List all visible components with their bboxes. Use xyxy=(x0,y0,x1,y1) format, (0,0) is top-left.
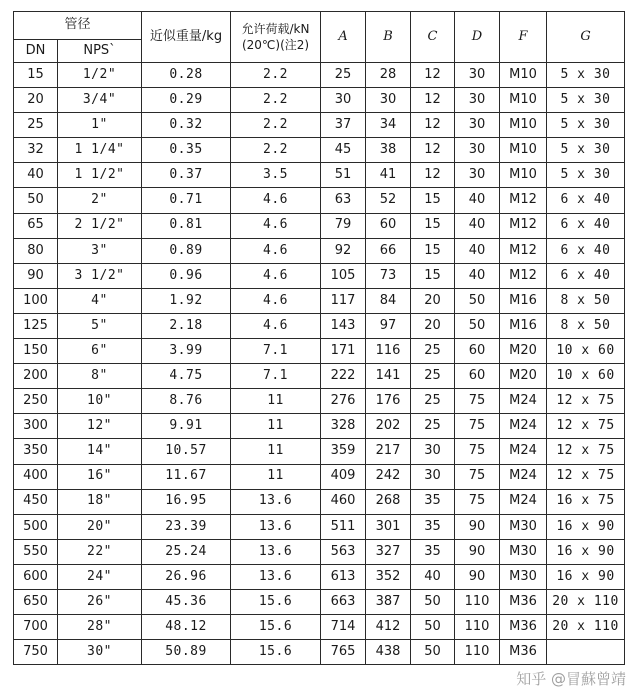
cell-d: 40 xyxy=(455,263,500,288)
cell-dn: 25 xyxy=(14,113,58,138)
table-row xyxy=(14,439,625,464)
table-row xyxy=(14,589,625,614)
cell-dn: 65 xyxy=(14,213,58,238)
cell-weight: 26.96 xyxy=(142,564,231,589)
cell-weight: 23.39 xyxy=(142,514,231,539)
cell-nps: 3/4" xyxy=(58,88,142,113)
cell-weight: 2.18 xyxy=(142,313,231,338)
cell-nps: 1/2" xyxy=(58,63,142,88)
cell-b: 34 xyxy=(366,113,411,138)
cell-b: 28 xyxy=(366,63,411,88)
header-dn: DN xyxy=(14,40,58,63)
cell-d: 110 xyxy=(455,640,500,665)
cell-g: 6 x 40 xyxy=(547,188,625,213)
cell-dn: 150 xyxy=(14,339,58,364)
cell-d: 60 xyxy=(455,364,500,389)
cell-load: 2.2 xyxy=(231,113,321,138)
cell-g: 5 x 30 xyxy=(547,88,625,113)
cell-b: 41 xyxy=(366,163,411,188)
cell-g: 16 x 90 xyxy=(547,514,625,539)
cell-f: M10 xyxy=(500,113,547,138)
cell-c: 35 xyxy=(411,539,455,564)
cell-dn: 100 xyxy=(14,288,58,313)
cell-nps: 8" xyxy=(58,364,142,389)
cell-a: 276 xyxy=(321,389,366,414)
cell-c: 12 xyxy=(411,138,455,163)
cell-load: 4.6 xyxy=(231,238,321,263)
cell-d: 110 xyxy=(455,615,500,640)
cell-b: 176 xyxy=(366,389,411,414)
cell-d: 40 xyxy=(455,238,500,263)
cell-f: M16 xyxy=(500,288,547,313)
cell-c: 40 xyxy=(411,564,455,589)
cell-nps: 6" xyxy=(58,339,142,364)
cell-weight: 0.71 xyxy=(142,188,231,213)
cell-b: 30 xyxy=(366,88,411,113)
cell-weight: 0.32 xyxy=(142,113,231,138)
cell-weight: 0.37 xyxy=(142,163,231,188)
cell-a: 222 xyxy=(321,364,366,389)
cell-load: 11 xyxy=(231,414,321,439)
cell-f: M20 xyxy=(500,339,547,364)
cell-b: 217 xyxy=(366,439,411,464)
cell-nps: 5" xyxy=(58,313,142,338)
cell-c: 20 xyxy=(411,288,455,313)
cell-a: 45 xyxy=(321,138,366,163)
table-row xyxy=(14,263,625,288)
cell-nps: 3" xyxy=(58,238,142,263)
cell-b: 97 xyxy=(366,313,411,338)
cell-a: 51 xyxy=(321,163,366,188)
cell-c: 15 xyxy=(411,213,455,238)
cell-f: M10 xyxy=(500,138,547,163)
cell-load: 11 xyxy=(231,464,321,489)
cell-a: 171 xyxy=(321,339,366,364)
cell-nps: 14" xyxy=(58,439,142,464)
cell-nps: 26" xyxy=(58,589,142,614)
cell-dn: 450 xyxy=(14,489,58,514)
cell-g: 6 x 40 xyxy=(547,213,625,238)
cell-c: 35 xyxy=(411,514,455,539)
cell-c: 30 xyxy=(411,464,455,489)
table-row xyxy=(14,63,625,88)
cell-c: 12 xyxy=(411,88,455,113)
cell-g: 16 x 90 xyxy=(547,539,625,564)
cell-dn: 200 xyxy=(14,364,58,389)
table-row xyxy=(14,464,625,489)
header-allowable-load: 允许荷载/kN (20℃)(注2) xyxy=(231,12,321,63)
cell-b: 242 xyxy=(366,464,411,489)
cell-nps: 20" xyxy=(58,514,142,539)
cell-f: M12 xyxy=(500,238,547,263)
cell-f: M12 xyxy=(500,213,547,238)
cell-d: 110 xyxy=(455,589,500,614)
cell-g: 20 x 110 xyxy=(547,615,625,640)
cell-c: 12 xyxy=(411,163,455,188)
cell-g: 5 x 30 xyxy=(547,113,625,138)
cell-load: 15.6 xyxy=(231,589,321,614)
cell-c: 30 xyxy=(411,439,455,464)
cell-b: 141 xyxy=(366,364,411,389)
cell-f: M24 xyxy=(500,389,547,414)
cell-b: 73 xyxy=(366,263,411,288)
cell-load: 4.6 xyxy=(231,313,321,338)
cell-f: M36 xyxy=(500,615,547,640)
cell-a: 359 xyxy=(321,439,366,464)
cell-dn: 400 xyxy=(14,464,58,489)
cell-f: M36 xyxy=(500,640,547,665)
cell-a: 613 xyxy=(321,564,366,589)
cell-f: M20 xyxy=(500,364,547,389)
cell-dn: 500 xyxy=(14,514,58,539)
cell-c: 50 xyxy=(411,640,455,665)
cell-b: 116 xyxy=(366,339,411,364)
cell-nps: 1 1/4" xyxy=(58,138,142,163)
cell-d: 60 xyxy=(455,339,500,364)
cell-d: 30 xyxy=(455,63,500,88)
cell-f: M36 xyxy=(500,589,547,614)
cell-d: 75 xyxy=(455,389,500,414)
cell-b: 327 xyxy=(366,539,411,564)
cell-dn: 300 xyxy=(14,414,58,439)
cell-g: 12 x 75 xyxy=(547,414,625,439)
header-nps: NPS` xyxy=(58,40,142,63)
header-c: C xyxy=(411,12,455,63)
cell-d: 30 xyxy=(455,138,500,163)
cell-load: 13.6 xyxy=(231,564,321,589)
cell-load: 7.1 xyxy=(231,339,321,364)
cell-weight: 0.89 xyxy=(142,238,231,263)
cell-load: 2.2 xyxy=(231,88,321,113)
cell-b: 202 xyxy=(366,414,411,439)
cell-a: 563 xyxy=(321,539,366,564)
cell-d: 30 xyxy=(455,163,500,188)
table-row xyxy=(14,364,625,389)
cell-b: 387 xyxy=(366,589,411,614)
cell-load: 7.1 xyxy=(231,364,321,389)
cell-g: 5 x 30 xyxy=(547,63,625,88)
table-row xyxy=(14,113,625,138)
cell-f: M24 xyxy=(500,414,547,439)
cell-a: 63 xyxy=(321,188,366,213)
cell-c: 50 xyxy=(411,589,455,614)
cell-f: M24 xyxy=(500,489,547,514)
cell-weight: 0.96 xyxy=(142,263,231,288)
cell-f: M24 xyxy=(500,439,547,464)
cell-load: 15.6 xyxy=(231,615,321,640)
cell-f: M30 xyxy=(500,514,547,539)
cell-nps: 3 1/2" xyxy=(58,263,142,288)
cell-dn: 50 xyxy=(14,188,58,213)
cell-g: 12 x 75 xyxy=(547,389,625,414)
cell-g: 12 x 75 xyxy=(547,439,625,464)
table-row xyxy=(14,163,625,188)
table-row xyxy=(14,514,625,539)
cell-g: 5 x 30 xyxy=(547,163,625,188)
cell-f: M10 xyxy=(500,63,547,88)
cell-dn: 125 xyxy=(14,313,58,338)
cell-load: 11 xyxy=(231,439,321,464)
cell-dn: 750 xyxy=(14,640,58,665)
watermark-text: 知乎 @冒蘇曾靖 xyxy=(516,670,626,688)
cell-weight: 1.92 xyxy=(142,288,231,313)
cell-g: 10 x 60 xyxy=(547,364,625,389)
cell-dn: 80 xyxy=(14,238,58,263)
cell-load: 11 xyxy=(231,389,321,414)
cell-c: 12 xyxy=(411,63,455,88)
cell-a: 328 xyxy=(321,414,366,439)
cell-d: 75 xyxy=(455,489,500,514)
cell-c: 50 xyxy=(411,615,455,640)
cell-c: 25 xyxy=(411,339,455,364)
cell-a: 79 xyxy=(321,213,366,238)
cell-weight: 11.67 xyxy=(142,464,231,489)
cell-weight: 0.29 xyxy=(142,88,231,113)
cell-c: 25 xyxy=(411,389,455,414)
cell-nps: 1" xyxy=(58,113,142,138)
cell-weight: 10.57 xyxy=(142,439,231,464)
cell-load: 4.6 xyxy=(231,263,321,288)
cell-a: 25 xyxy=(321,63,366,88)
cell-f: M16 xyxy=(500,313,547,338)
cell-a: 714 xyxy=(321,615,366,640)
cell-f: M30 xyxy=(500,564,547,589)
cell-weight: 0.28 xyxy=(142,63,231,88)
cell-d: 75 xyxy=(455,439,500,464)
cell-dn: 650 xyxy=(14,589,58,614)
table-row xyxy=(14,615,625,640)
cell-weight: 25.24 xyxy=(142,539,231,564)
cell-nps: 22" xyxy=(58,539,142,564)
cell-nps: 28" xyxy=(58,615,142,640)
header-a: A xyxy=(321,12,366,63)
cell-d: 50 xyxy=(455,313,500,338)
cell-g: 6 x 40 xyxy=(547,263,625,288)
cell-g: 10 x 60 xyxy=(547,339,625,364)
cell-a: 460 xyxy=(321,489,366,514)
header-g: G xyxy=(547,12,625,63)
cell-nps: 4" xyxy=(58,288,142,313)
cell-nps: 12" xyxy=(58,414,142,439)
cell-a: 105 xyxy=(321,263,366,288)
cell-dn: 20 xyxy=(14,88,58,113)
cell-weight: 0.81 xyxy=(142,213,231,238)
cell-f: M24 xyxy=(500,464,547,489)
pipe-clamp-spec-table xyxy=(13,11,625,665)
cell-g: 6 x 40 xyxy=(547,238,625,263)
cell-weight: 48.12 xyxy=(142,615,231,640)
cell-c: 12 xyxy=(411,113,455,138)
cell-g: 8 x 50 xyxy=(547,313,625,338)
header-weight: 近似重量/kg xyxy=(142,12,231,63)
cell-d: 30 xyxy=(455,113,500,138)
cell-weight: 16.95 xyxy=(142,489,231,514)
table-row xyxy=(14,389,625,414)
cell-load: 13.6 xyxy=(231,514,321,539)
cell-nps: 24" xyxy=(58,564,142,589)
cell-f: M12 xyxy=(500,188,547,213)
cell-d: 90 xyxy=(455,514,500,539)
cell-c: 20 xyxy=(411,313,455,338)
header-pipe-size: 管径 xyxy=(14,12,142,40)
cell-d: 90 xyxy=(455,564,500,589)
cell-a: 765 xyxy=(321,640,366,665)
cell-dn: 550 xyxy=(14,539,58,564)
table-row xyxy=(14,213,625,238)
cell-a: 30 xyxy=(321,88,366,113)
cell-a: 143 xyxy=(321,313,366,338)
cell-b: 268 xyxy=(366,489,411,514)
cell-dn: 250 xyxy=(14,389,58,414)
cell-c: 35 xyxy=(411,489,455,514)
cell-weight: 50.89 xyxy=(142,640,231,665)
cell-a: 92 xyxy=(321,238,366,263)
cell-nps: 2 1/2" xyxy=(58,213,142,238)
table-row xyxy=(14,414,625,439)
cell-dn: 600 xyxy=(14,564,58,589)
cell-d: 90 xyxy=(455,539,500,564)
table-row xyxy=(14,640,625,665)
cell-dn: 350 xyxy=(14,439,58,464)
table-row xyxy=(14,539,625,564)
cell-load: 13.6 xyxy=(231,539,321,564)
table-row xyxy=(14,489,625,514)
cell-g: 12 x 75 xyxy=(547,464,625,489)
cell-c: 25 xyxy=(411,414,455,439)
cell-nps: 30" xyxy=(58,640,142,665)
cell-d: 75 xyxy=(455,414,500,439)
cell-g: 5 x 30 xyxy=(547,138,625,163)
cell-weight: 3.99 xyxy=(142,339,231,364)
cell-load: 4.6 xyxy=(231,288,321,313)
header-f: F xyxy=(500,12,547,63)
cell-g xyxy=(547,640,625,665)
cell-b: 301 xyxy=(366,514,411,539)
cell-dn: 40 xyxy=(14,163,58,188)
cell-nps: 10" xyxy=(58,389,142,414)
cell-b: 352 xyxy=(366,564,411,589)
header-b: B xyxy=(366,12,411,63)
cell-f: M30 xyxy=(500,539,547,564)
cell-a: 117 xyxy=(321,288,366,313)
cell-c: 25 xyxy=(411,364,455,389)
cell-g: 8 x 50 xyxy=(547,288,625,313)
table-row xyxy=(14,339,625,364)
cell-d: 40 xyxy=(455,213,500,238)
cell-c: 15 xyxy=(411,263,455,288)
cell-weight: 4.75 xyxy=(142,364,231,389)
cell-f: M12 xyxy=(500,263,547,288)
cell-a: 663 xyxy=(321,589,366,614)
cell-d: 50 xyxy=(455,288,500,313)
cell-d: 75 xyxy=(455,464,500,489)
table-row xyxy=(14,188,625,213)
cell-d: 30 xyxy=(455,88,500,113)
table-row xyxy=(14,88,625,113)
cell-nps: 2" xyxy=(58,188,142,213)
cell-load: 15.6 xyxy=(231,640,321,665)
cell-dn: 15 xyxy=(14,63,58,88)
cell-c: 15 xyxy=(411,188,455,213)
cell-a: 37 xyxy=(321,113,366,138)
cell-b: 52 xyxy=(366,188,411,213)
table-row xyxy=(14,564,625,589)
cell-f: M10 xyxy=(500,88,547,113)
cell-a: 409 xyxy=(321,464,366,489)
cell-c: 15 xyxy=(411,238,455,263)
cell-load: 4.6 xyxy=(231,213,321,238)
cell-b: 438 xyxy=(366,640,411,665)
cell-b: 84 xyxy=(366,288,411,313)
table-body xyxy=(14,63,625,665)
cell-g: 16 x 75 xyxy=(547,489,625,514)
cell-weight: 8.76 xyxy=(142,389,231,414)
cell-load: 2.2 xyxy=(231,63,321,88)
cell-weight: 0.35 xyxy=(142,138,231,163)
cell-dn: 90 xyxy=(14,263,58,288)
cell-g: 16 x 90 xyxy=(547,564,625,589)
cell-weight: 9.91 xyxy=(142,414,231,439)
cell-nps: 18" xyxy=(58,489,142,514)
cell-dn: 700 xyxy=(14,615,58,640)
cell-g: 20 x 110 xyxy=(547,589,625,614)
cell-a: 511 xyxy=(321,514,366,539)
cell-weight: 45.36 xyxy=(142,589,231,614)
cell-b: 38 xyxy=(366,138,411,163)
cell-nps: 1 1/2" xyxy=(58,163,142,188)
cell-load: 3.5 xyxy=(231,163,321,188)
spec-table-container xyxy=(13,11,624,665)
cell-load: 13.6 xyxy=(231,489,321,514)
cell-b: 412 xyxy=(366,615,411,640)
cell-dn: 32 xyxy=(14,138,58,163)
table-row xyxy=(14,288,625,313)
cell-b: 60 xyxy=(366,213,411,238)
header-row-top xyxy=(14,12,625,40)
cell-load: 4.6 xyxy=(231,188,321,213)
cell-nps: 16" xyxy=(58,464,142,489)
header-d: D xyxy=(455,12,500,63)
table-row xyxy=(14,238,625,263)
table-row xyxy=(14,313,625,338)
cell-load: 2.2 xyxy=(231,138,321,163)
table-row xyxy=(14,138,625,163)
cell-b: 66 xyxy=(366,238,411,263)
cell-d: 40 xyxy=(455,188,500,213)
cell-f: M10 xyxy=(500,163,547,188)
